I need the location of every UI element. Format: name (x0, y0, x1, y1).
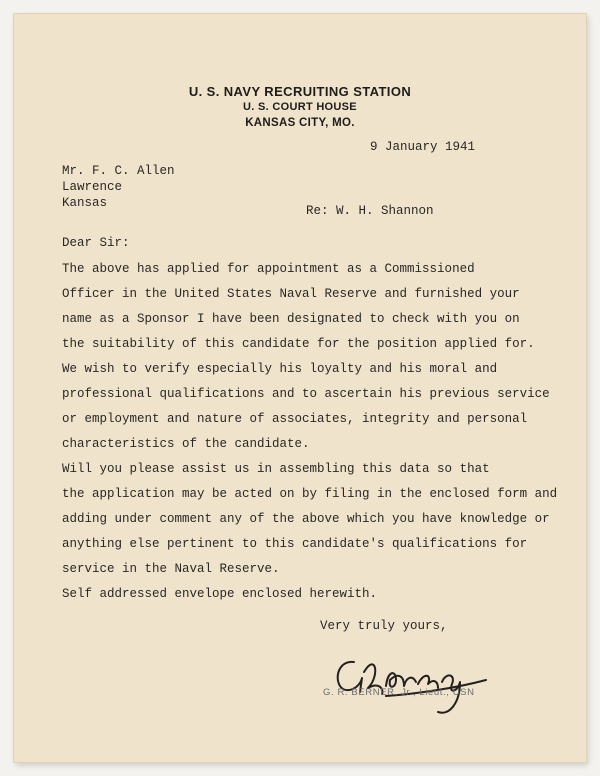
body-line: name as a Sponsor I have been designated to check with you on (62, 312, 520, 326)
body-line: or employment and nature of associates, integrity and personal (62, 412, 528, 426)
body-line: anything else pertinent to this candidate's qualifications for (62, 537, 528, 551)
body-line: We wish to verify especially his loyalty and his moral and (62, 362, 498, 376)
closing: Very truly yours, (320, 619, 448, 633)
reference-line: Re: W. H. Shannon (306, 204, 434, 218)
body-line: adding under comment any of the above which you have knowledge or (62, 512, 550, 526)
letterhead-city: KANSAS CITY, MO. (245, 117, 355, 129)
recipient-city: Lawrence (62, 180, 123, 194)
letterhead-building: U. S. COURT HOUSE (243, 101, 357, 113)
body-line: the suitability of this candidate for the position applied for. (62, 337, 535, 351)
body-line: Self addressed envelope enclosed herewith. (62, 587, 378, 601)
signature (326, 642, 496, 718)
body-line: professional qualifications and to ascertain his previous service (62, 387, 550, 401)
body-line: service in the Naval Reserve. (62, 562, 280, 576)
body-line: The above has applied for appointment as a Commissioned (62, 262, 475, 276)
letter-date: 9 January 1941 (370, 140, 476, 154)
signature-stamp: G. R. BERNER, Jr., Lieut., USN (323, 687, 475, 698)
recipient-state: Kansas (62, 196, 108, 210)
body-line: characteristics of the candidate. (62, 437, 310, 451)
body-line: the application may be acted on by filing in the enclosed form and (62, 487, 558, 501)
letter-page (14, 14, 586, 762)
letterhead-title: U. S. NAVY RECRUITING STATION (188, 84, 412, 99)
salutation: Dear Sir: (62, 236, 130, 250)
recipient-name: Mr. F. C. Allen (62, 164, 175, 178)
body-line: Will you please assist us in assembling this data so that (62, 462, 490, 476)
body-line: Officer in the United States Naval Reserve and furnished your (62, 287, 520, 301)
